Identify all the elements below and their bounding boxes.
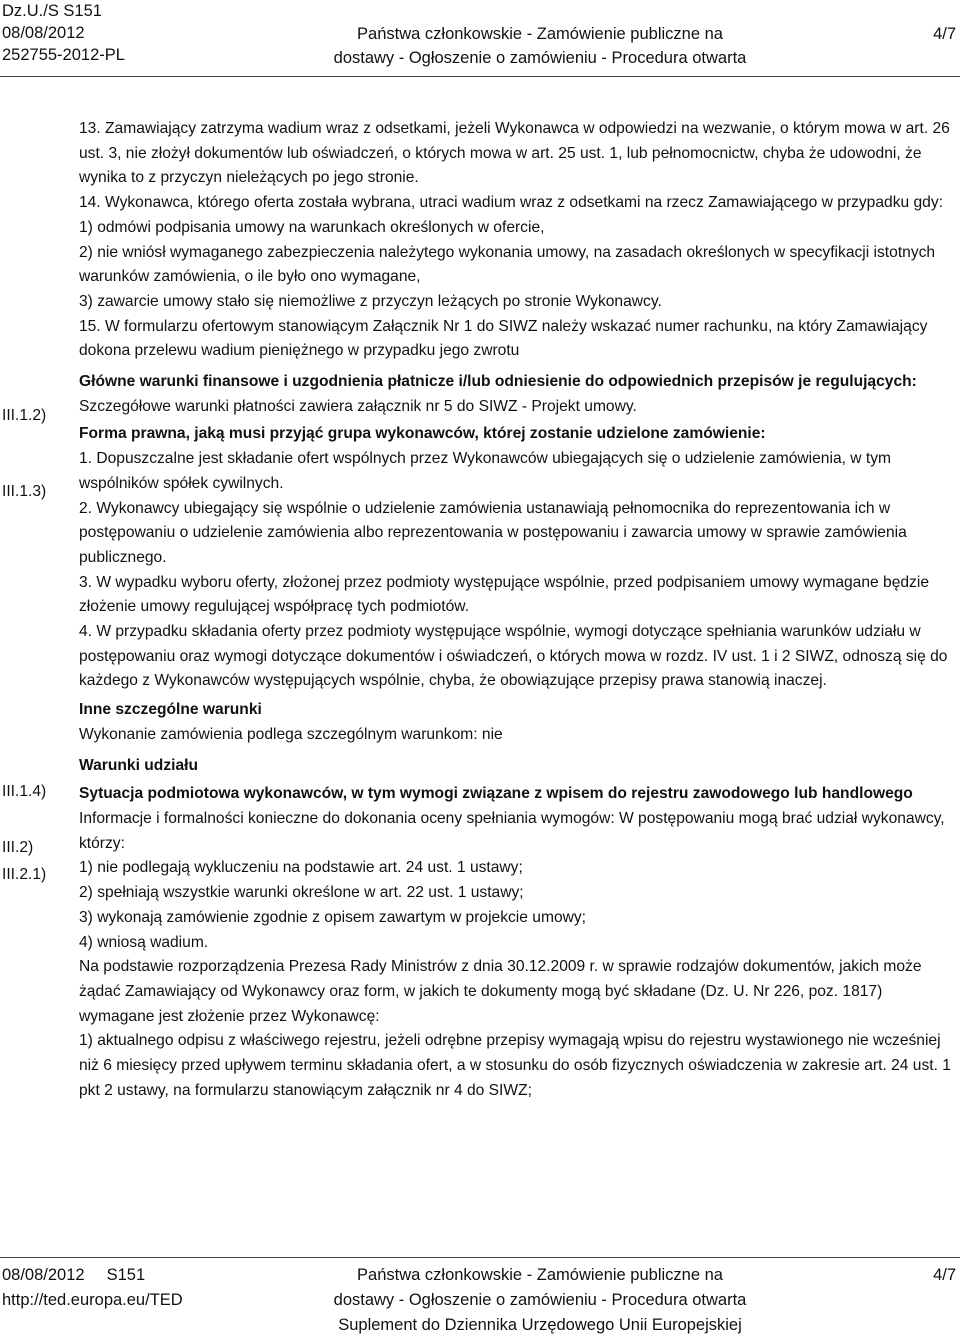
- personal-situation-intro: Informacje i formalności konieczne do dokonania oceny spełniania wymogów: W postępowaniu mogą brać udział wykonawcy, którzy:: [79, 809, 945, 852]
- header-divider: [0, 76, 960, 77]
- footer-series: S151: [106, 1266, 146, 1284]
- legal-form-item-3: 3. W wypadku wyboru oferty, złożonej przez podmioty występujące wspólnie, przed podpisaniem umowy wymagane będzie złożenie umowy regulującej współpracę tych podmiotów.: [79, 573, 929, 616]
- footer-left: [2, 1263, 183, 1313]
- legal-form-item-4: 4. W przypadku składania oferty przez podmioty występujące wspólnie, wymogi dotyczące spełniania warunków udziału w postępowaniu oraz wymogi dotyczące dokumentów i oświadczeń, o których mowa w rozdz. IV ust. 1 i 2 SIWZ, odnoszą się do każdego z Wykonawców występujących wspólnie, chyba, że obowiązujące przepisy prawa stanowią inaczej.: [79, 623, 948, 690]
- header-title-line1: Państwa członkowskie - Zamówienie publiczne na: [357, 25, 723, 43]
- footer-title: [310, 1263, 770, 1338]
- document-body: [79, 117, 957, 1103]
- footer-date-line: [2, 1263, 183, 1288]
- heading-financial-conditions: [79, 370, 957, 395]
- header-page-number: 4/7: [933, 25, 956, 43]
- financial-conditions-text: Szczegółowe warunki płatności zawiera załącznik nr 5 do SIWZ - Projekt umowy.: [79, 397, 637, 415]
- regulation-paragraph: Na podstawie rozporządzenia Prezesa Rady Ministrów z dnia 30.12.2009 r. w sprawie rodzajów dokumentów, jakich może żądać Zamawiający od Wykonawcy oraz form, w jakich te dokumenty mogą być składane (Dz. U. Nr 226, poz. 1817) wymagane jest złożenie przez Wykonawcę:: [79, 958, 922, 1025]
- heading-personal-situation-text: Sytuacja podmiotowa wykonawców, w tym wymogi związane z wpisem do rejestru zawodowego lub handlowego: [79, 785, 913, 803]
- header-title: [310, 22, 770, 70]
- header-title-line2: dostawy - Ogłoszenie o zamówieniu - Procedura otwarta: [333, 49, 747, 67]
- section-number-iii-2: III.2): [2, 839, 34, 856]
- footer-page-number: 4/7: [933, 1266, 956, 1284]
- section-number-iii-1-2: III.1.2): [2, 407, 47, 424]
- journal-reference: Dz.U./S S151: [2, 2, 102, 20]
- personal-situation-item-4: 4) wniosą wadium.: [79, 933, 209, 951]
- paragraph-14-item-2: 2) nie wniósł wymaganego zabezpieczenia należytego wykonania umowy, na zasadach określonych w specyfikacji istotnych warunków zamówienia, o ile było ono wymagane,: [79, 243, 936, 286]
- personal-situation-item-1: 1) nie podlegają wykluczeniu na podstawie art. 24 ust. 1 ustawy;: [79, 859, 523, 877]
- personal-situation-item-2: 2) spełniają wszystkie warunki określone w art. 22 ust. 1 ustawy;: [79, 884, 524, 902]
- paragraph-15: 15. W formularzu ofertowym stanowiącym Załącznik Nr 1 do SIWZ należy wskazać numer rachunku, na który Zamawiający dokona przelewu wadium pieniężnego w przypadku jego zwrotu: [79, 317, 928, 360]
- heading-legal-form-text: Forma prawna, jaką musi przyjąć grupa wykonawców, której zostanie udzielone zamówienie:: [79, 425, 766, 443]
- heading-other-conditions: [79, 698, 957, 723]
- heading-legal-form: [79, 422, 957, 447]
- other-conditions-text: Wykonanie zamówienia podlega szczególnym warunkom: nie: [79, 725, 503, 743]
- heading-other-conditions-text: Inne szczególne warunki: [79, 701, 262, 719]
- paragraph-14-item-1: 1) odmówi podpisania umowy na warunkach określonych w ofercie,: [79, 218, 545, 236]
- footer-url: http://ted.europa.eu/TED: [2, 1291, 183, 1309]
- footer-title-line2: dostawy - Ogłoszenie o zamówieniu - Procedura otwarta: [333, 1291, 747, 1309]
- header-left: [2, 0, 125, 66]
- footer-divider: [0, 1257, 960, 1258]
- publication-date: 08/08/2012: [2, 24, 85, 42]
- heading-financial-conditions-text: Główne warunki finansowe i uzgodnienia płatnicze i/lub odniesienie do odpowiednich przepisów je regulujących:: [79, 373, 917, 391]
- heading-participation-conditions: [79, 754, 957, 779]
- section-number-iii-2-1: III.2.1): [2, 866, 47, 883]
- footer-title-line1: Państwa członkowskie - Zamówienie publiczne na: [357, 1266, 723, 1284]
- footer-date: 08/08/2012: [2, 1266, 85, 1284]
- heading-personal-situation: [79, 782, 957, 807]
- document-id: 252755-2012-PL: [2, 46, 125, 64]
- footer-title-line3: Suplement do Dziennika Urzędowego Unii Europejskiej: [338, 1316, 742, 1334]
- paragraph-13: 13. Zamawiający zatrzyma wadium wraz z odsetkami, jeżeli Wykonawca w odpowiedzi na wezwanie, o którym mowa w art. 26 ust. 3, nie złożył dokumentów lub oświadczeń, o których mowa w art. 25 ust. 1, lub pełnomocnictw, chyba że udowodni, że wynika to z przyczyn nieleżących po jego stronie.: [79, 120, 950, 187]
- register-extract-paragraph: 1) aktualnego odpisu z właściwego rejestru, jeżeli odrębne przepisy wymagają wpisu do rejestru wystawionego nie wcześniej niż 6 miesięcy przed upływem terminu składania ofert, a w stosunku do osób fizycznych oświadczenia w zakresie art. 24 ust. 1 pkt 2 ustawy, na formularzu stanowiącym załącznik nr 4 do SIWZ;: [79, 1032, 951, 1099]
- section-number-iii-1-3: III.1.3): [2, 483, 47, 500]
- paragraph-14-item-3: 3) zawarcie umowy stało się niemożliwe z przyczyn leżących po stronie Wykonawcy.: [79, 292, 662, 310]
- personal-situation-item-3: 3) wykonają zamówienie zgodnie z opisem zawartym w projekcie umowy;: [79, 908, 587, 926]
- heading-participation-conditions-text: Warunki udziału: [79, 756, 198, 774]
- legal-form-item-1: 1. Dopuszczalne jest składanie ofert wspólnych przez Wykonawców ubiegających się o udzielenie zamówienia, w tym wspólników spółek cywilnych.: [79, 450, 891, 492]
- paragraph-14: 14. Wykonawca, którego oferta została wybrana, utraci wadium wraz z odsetkami na rzecz Zamawiającego w przypadku gdy:: [79, 194, 943, 212]
- section-number-iii-1-4: III.1.4): [2, 783, 47, 800]
- legal-form-item-2: 2. Wykonawcy ubiegający się wspólnie o udzielenie zamówienia ustanawiają pełnomocnika do reprezentowania ich w postępowaniu o udzielenie zamówienia albo reprezentowania w postępowaniu i zawarcia umowy w sprawie zamówienia publicznego.: [79, 499, 907, 566]
